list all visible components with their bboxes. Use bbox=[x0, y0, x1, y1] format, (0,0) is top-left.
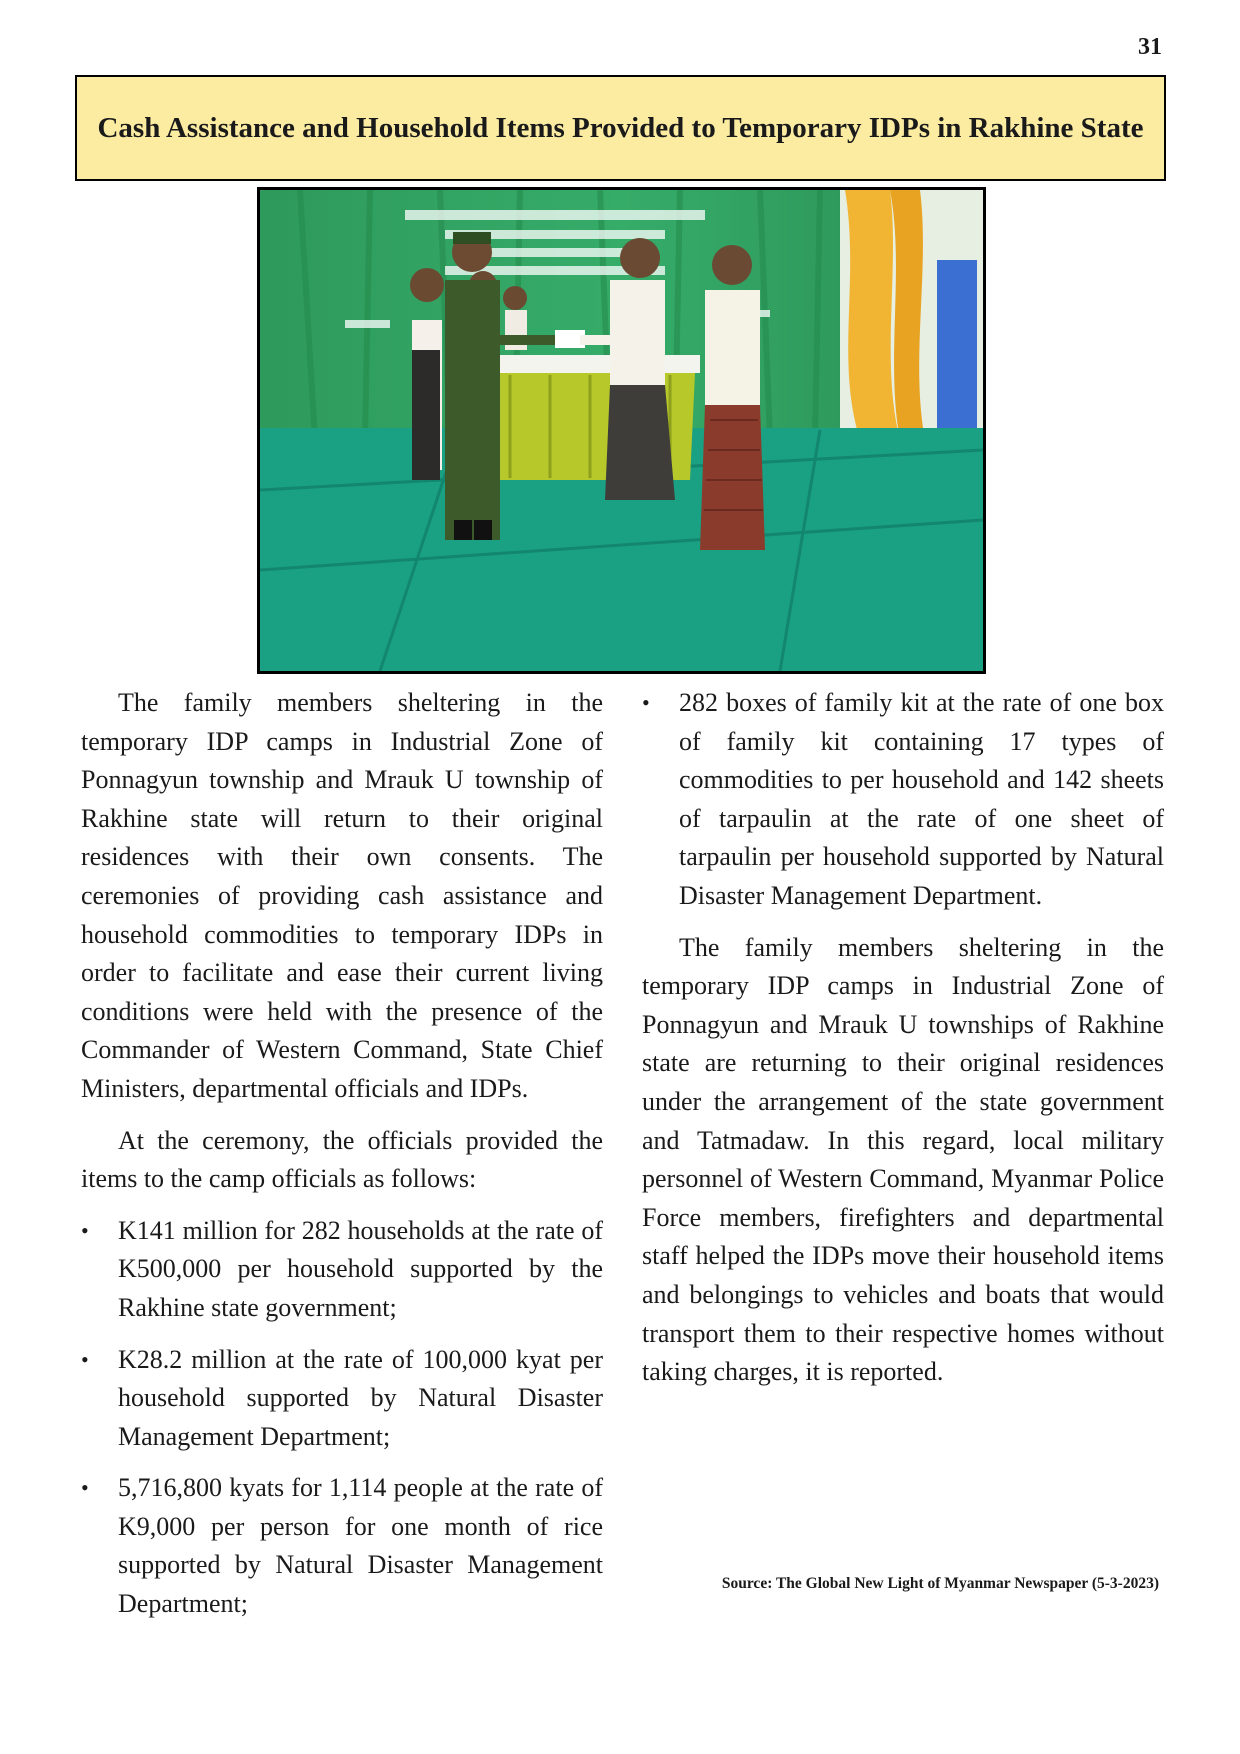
bullet-icon: • bbox=[642, 690, 650, 715]
bullet-icon: • bbox=[81, 1217, 89, 1243]
list-item-text: 5,716,800 kyats for 1,114 people at the rate of K9,000 per person for one month of rice supported by Natural Disaster Management Department; bbox=[118, 1473, 603, 1619]
list-item bbox=[81, 1212, 603, 1328]
ceremony-photo bbox=[257, 187, 986, 674]
list-item bbox=[81, 1469, 603, 1623]
left-column bbox=[81, 684, 603, 1637]
source-citation: Source: The Global New Light of Myanmar Newspaper (5-3-2023) bbox=[721, 1575, 1159, 1592]
ceremony-paragraph: At the ceremony, the officials provided the items to the camp officials as follows: bbox=[81, 1125, 603, 1194]
return-paragraph: The family members sheltering in the temporary IDP camps in Industrial Zone of Ponnagyun and Mrauk U townships of Rakhine state are returning to their original residences under the arrangement of the state government and Tatmadaw. In this regard, local military personnel of Western Command, Myanmar Police Force members, firefighters and departmental staff helped the IDPs move their household items and belongings to vehicles and boats that would transport them to their respective homes without taking charges, it is reported. bbox=[642, 932, 1164, 1387]
article-title-box bbox=[75, 75, 1166, 181]
page-number: 31 bbox=[1138, 34, 1162, 60]
ceremony-photo-illustration bbox=[260, 190, 983, 671]
right-column bbox=[642, 684, 1164, 1405]
list-item-text: K28.2 million at the rate of 100,000 kyat per household supported by Natural Disaster Management Department; bbox=[118, 1344, 603, 1451]
assistance-list-continued bbox=[642, 684, 1164, 916]
list-item-text: 282 boxes of family kit at the rate of one box of family kit containing 17 types of commodities to per household and 142 sheets of tarpaulin at the rate of one sheet of tarpaulin per household supported by Natural Disaster Management Department. bbox=[679, 688, 1164, 910]
list-item-text: K141 million for 282 households at the rate of K500,000 per household supported by the Rakhine state government; bbox=[118, 1215, 603, 1322]
intro-paragraph: The family members sheltering in the temporary IDP camps in Industrial Zone of Ponnagyun township and Mrauk U township of Rakhine state will return to their original residences with their own consents. The ceremonies of providing cash assistance and household commodities to temporary IDPs in order to facilitate and ease their current living conditions were held with the presence of the Commander of Western Command, State Chief Ministers, departmental officials and IDPs. bbox=[81, 688, 603, 1103]
assistance-list bbox=[81, 1212, 603, 1624]
bullet-icon: • bbox=[81, 1475, 89, 1501]
bullet-icon: • bbox=[81, 1346, 89, 1372]
list-item bbox=[642, 684, 1164, 916]
list-item bbox=[81, 1341, 603, 1457]
article-title: Cash Assistance and Household Items Provided to Temporary IDPs in Rakhine State bbox=[97, 112, 1144, 144]
